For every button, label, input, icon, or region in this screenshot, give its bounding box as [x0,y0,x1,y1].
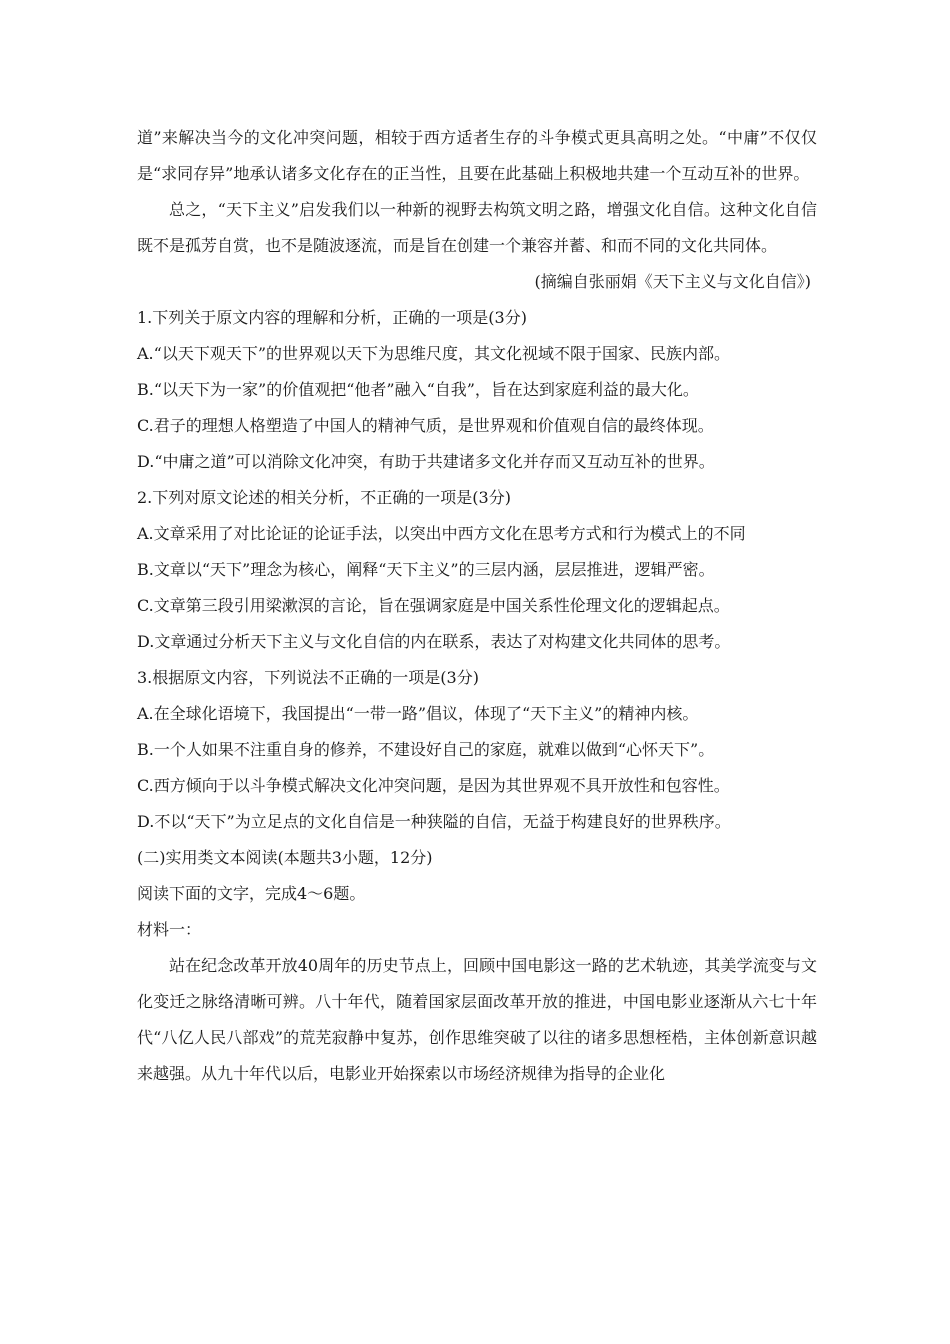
option-b: B.文章以“天下”理念为核心，阐释“天下主义”的三层内涵，层层推进，逻辑严密。 [137,560,715,579]
question-1 [137,300,817,480]
option-b: B.“以天下为一家”的价值观把“他者”融入“自我”，旨在达到家庭利益的最大化。 [137,380,699,399]
page-content [137,120,817,1092]
material-label: 材料一： [137,920,202,939]
option-d: D.文章通过分析天下主义与文化自信的内在联系，表达了对构建文化共同体的思考。 [137,632,731,651]
question-stem: 1.下列关于原文内容的理解和分析，正确的一项是(3分) [137,308,527,327]
option-a: A.“以天下观天下”的世界观以天下为思维尺度，其文化视域不限于国家、民族内部。 [137,344,731,363]
material-paragraph: 站在纪念改革开放40周年的历史节点上，回顾中国电影这一路的艺术轨迹，其美学流变与文化变迁之脉络清晰可辨。八十年代，随着国家层面改革开放的推进，中国电影业逐渐从六七十年代“八亿人民八部戏”的荒芜寂静中复苏，创作思维突破了以往的诸多思想桎梏，主体创新意识越来越强。从九十年代以后，电影业开始探索以市场经济规律为指导的企业化 [137,956,817,1083]
question-stem: 2.下列对原文论述的相关分析，不正确的一项是(3分) [137,488,511,507]
option-c: C.西方倾向于以斗争模式解决文化冲突问题，是因为其世界观不具开放性和包容性。 [137,776,730,795]
passage-source: (摘编自张丽娟《天下主义与文化自信》) [534,272,811,291]
option-d: D.不以“天下”为立足点的文化自信是一种狭隘的自信，无益于构建良好的世界秩序。 [137,812,731,831]
question-3 [137,660,817,840]
section-heading: (二)实用类文本阅读(本题共3小题，12分) [137,848,433,867]
option-a: A.文章采用了对比论证的论证手法，以突出中西方文化在思考方式和行为模式上的不同 [137,524,746,543]
section-instruction: 阅读下面的文字，完成4～6题。 [137,884,366,903]
option-d: D.“中庸之道”可以消除文化冲突，有助于共建诸多文化并存而又互动互补的世界。 [137,452,715,471]
question-2 [137,480,817,660]
option-c: C.君子的理想人格塑造了中国人的精神气质，是世界观和价值观自信的最终体现。 [137,416,714,435]
option-b: B.一个人如果不注重自身的修养，不建设好自己的家庭，就难以做到“心怀天下”。 [137,740,715,759]
passage-conclusion-paragraph: 总之，“天下主义”启发我们以一种新的视野去构筑文明之路，增强文化自信。这种文化自信既不是孤芳自赏，也不是随波逐流，而是旨在创建一个兼容并蓄、和而不同的文化共同体。 [137,200,817,255]
passage-paragraph: 道”来解决当今的文化冲突问题，相较于西方适者生存的斗争模式更具高明之处。“中庸”不仅仅是“求同存异”地承认诸多文化存在的正当性，且要在此基础上积极地共建一个互动互补的世界。 [137,128,817,183]
question-stem: 3.根据原文内容，下列说法不正确的一项是(3分) [137,668,479,687]
option-c: C.文章第三段引用梁漱溟的言论，旨在强调家庭是中国关系性伦理文化的逻辑起点。 [137,596,730,615]
option-a: A.在全球化语境下，我国提出“一带一路”倡议，体现了“天下主义”的精神内核。 [137,704,699,723]
